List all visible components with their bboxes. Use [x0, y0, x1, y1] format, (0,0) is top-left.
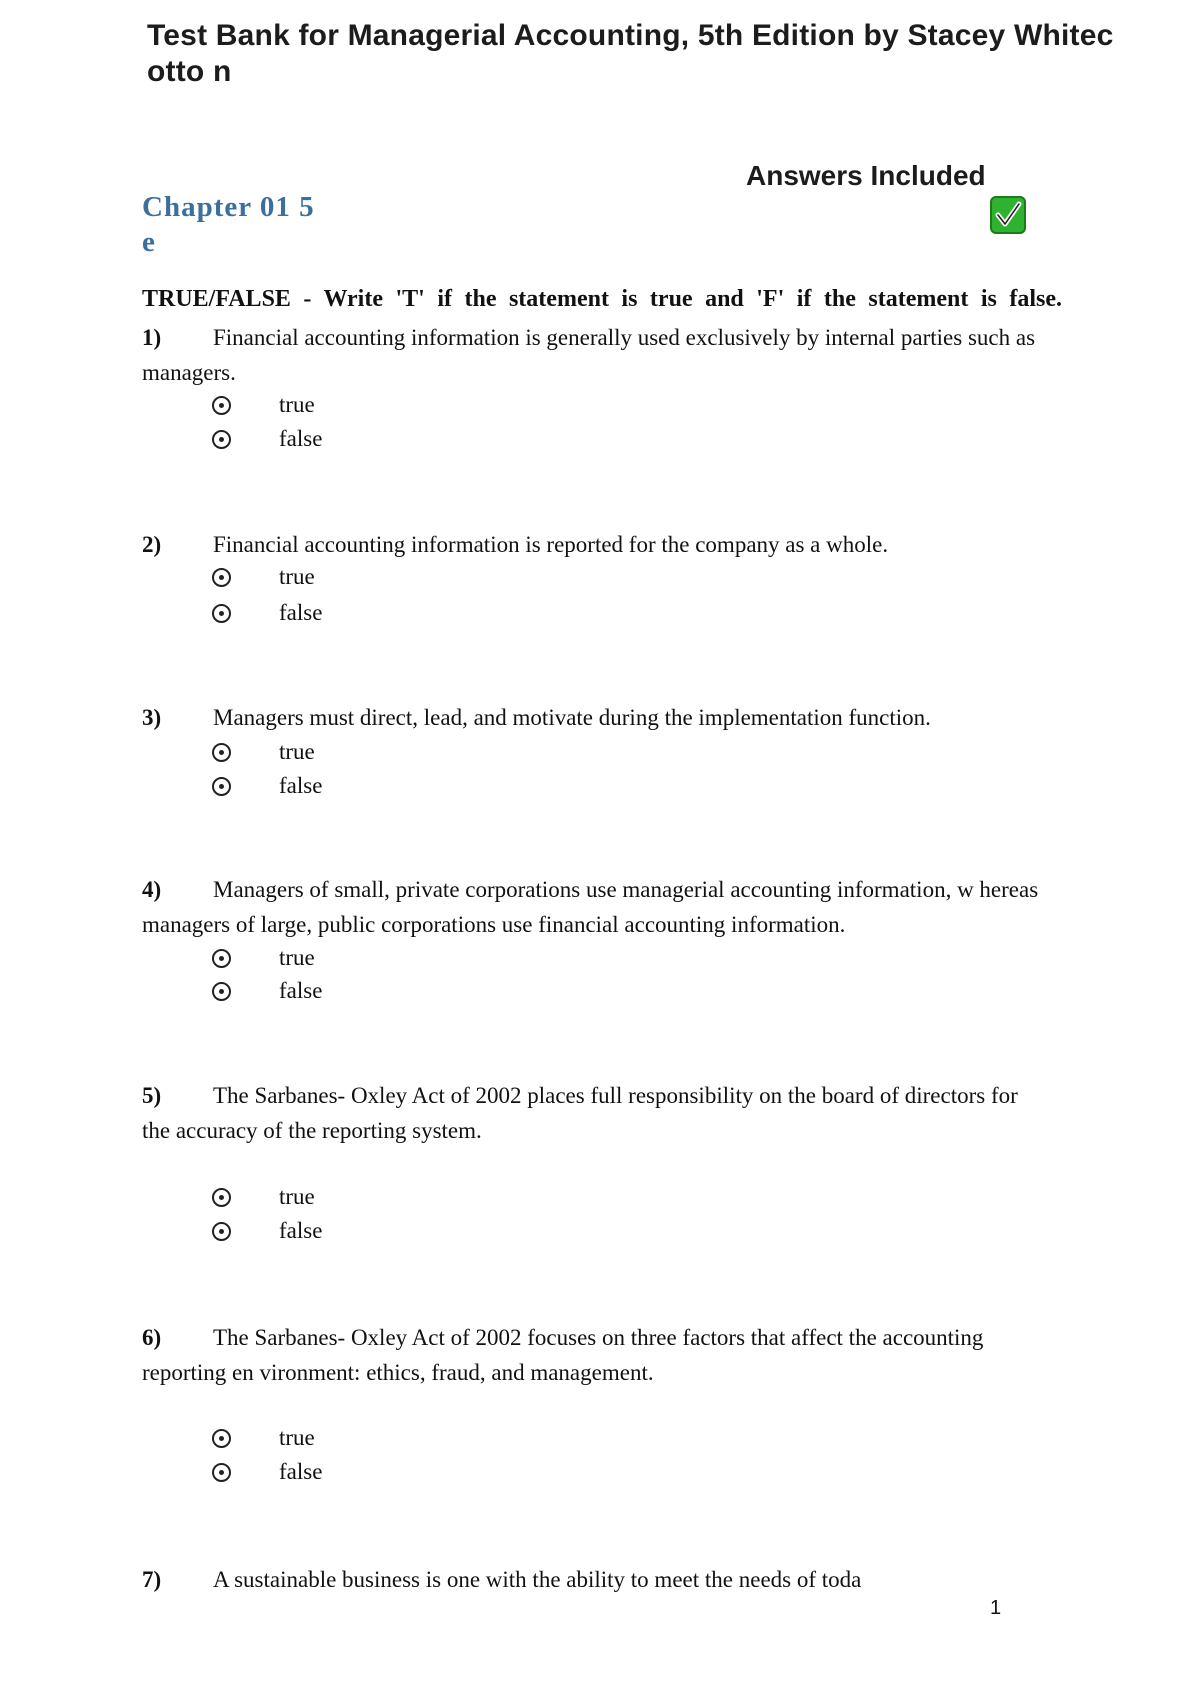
radio-button-icon[interactable] — [212, 949, 231, 968]
option-false[interactable] — [212, 1216, 322, 1246]
option-label: false — [279, 1218, 323, 1243]
question-text: The Sarbanes- Oxley Act of 2002 focuses on three factors that affect the accounting reporting en vironment: ethics, fraud, and management. — [142, 1325, 984, 1385]
question-number: 4) — [142, 877, 162, 902]
option-false[interactable] — [212, 1457, 322, 1487]
option-false[interactable] — [212, 976, 322, 1006]
page-number: 1 — [990, 1597, 1002, 1619]
answers-included-label: Answers Included — [746, 160, 986, 191]
document-title: Test Bank for Managerial Accounting, 5th Edition by Stacey Whitecotto n — [147, 19, 1114, 88]
radio-button-icon[interactable] — [212, 1463, 231, 1482]
radio-button-icon[interactable] — [212, 1188, 231, 1207]
radio-button-icon[interactable] — [212, 1222, 231, 1241]
option-label: true — [279, 564, 315, 589]
option-label: true — [279, 739, 315, 764]
question-text: Managers must direct, lead, and motivate during the implementation function. — [213, 705, 931, 730]
radio-button-icon[interactable] — [212, 568, 231, 587]
question-text: The Sarbanes- Oxley Act of 2002 places full responsibility on the board of directors for the accuracy of the reporting system. — [142, 1083, 1018, 1143]
question-text: A sustainable business is one with the ability to meet the needs of toda — [213, 1567, 862, 1592]
question — [142, 527, 1047, 562]
question-text: Managers of small, private corporations use managerial accounting information, w hereas managers of large, public corporations use financial accounting information. — [142, 877, 1039, 937]
question — [142, 700, 1047, 735]
radio-button-icon[interactable] — [212, 777, 231, 796]
question — [142, 320, 1047, 390]
radio-button-icon[interactable] — [212, 982, 231, 1001]
question-text: Financial accounting information is generally used exclusively by internal parties such as managers. — [142, 325, 1036, 385]
option-label: false — [279, 773, 323, 798]
option-true[interactable] — [212, 737, 315, 767]
option-label: false — [279, 426, 323, 451]
option-label: false — [279, 978, 323, 1003]
option-label: true — [279, 392, 315, 417]
chapter-heading: Chapter 01 5 e — [142, 191, 315, 258]
radio-button-icon[interactable] — [212, 604, 231, 623]
radio-button-icon[interactable] — [212, 743, 231, 762]
radio-button-icon[interactable] — [212, 430, 231, 449]
option-true[interactable] — [212, 562, 315, 592]
radio-button-icon[interactable] — [212, 1429, 231, 1448]
option-true[interactable] — [212, 1182, 315, 1212]
option-false[interactable] — [212, 424, 322, 454]
question — [142, 872, 1047, 942]
option-false[interactable] — [212, 771, 322, 801]
instructions: TRUE/FALSE - Write 'T' if the statement is true and 'F' if the statement is false. — [142, 286, 1062, 312]
question-number: 2) — [142, 532, 162, 557]
option-label: false — [279, 1459, 323, 1484]
option-false[interactable] — [212, 598, 322, 628]
question-number: 6) — [142, 1325, 162, 1350]
question — [142, 1078, 1047, 1148]
option-label: true — [279, 945, 315, 970]
question-number: 3) — [142, 705, 162, 730]
option-true[interactable] — [212, 390, 315, 420]
question-text: Financial accounting information is reported for the company as a whole. — [213, 532, 889, 557]
question-number: 7) — [142, 1567, 162, 1592]
option-true[interactable] — [212, 943, 315, 973]
option-label: true — [279, 1184, 315, 1209]
question-number: 1) — [142, 325, 162, 350]
option-label: false — [279, 600, 323, 625]
option-true[interactable] — [212, 1423, 315, 1453]
radio-button-icon[interactable] — [212, 396, 231, 415]
question — [142, 1562, 1047, 1597]
green-checkmark-icon — [990, 196, 1026, 234]
question-number: 5) — [142, 1083, 162, 1108]
option-label: true — [279, 1425, 315, 1450]
question — [142, 1320, 1047, 1390]
